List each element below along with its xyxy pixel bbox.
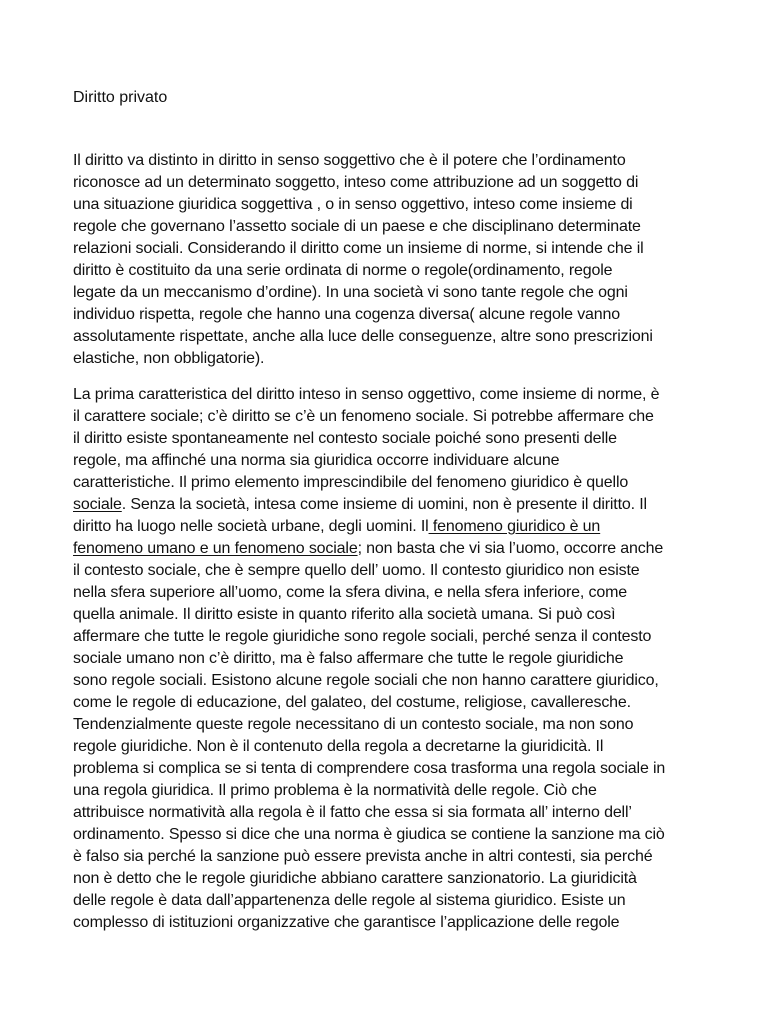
paragraph-2-line: attribuisce normatività alla regola è il fatto che essa si sia formata all’ interno dell’	[73, 804, 632, 821]
paragraph-2-line: regole, ma affinché una norma sia giuridica occorre individuare alcune	[73, 452, 560, 469]
paragraph-2-line: sono regole sociali. Esistono alcune regole sociali che non hanno carattere giuridico,	[73, 672, 659, 689]
paragraph-2-line: Tendenzialmente queste regole necessitano di un contesto sociale, ma non sono	[73, 716, 634, 733]
underlined-phrase: sociale	[73, 496, 122, 513]
paragraph-2	[73, 384, 713, 934]
paragraph-1-line: regole che governano l’assetto sociale di un paese e che disciplinano determinate	[73, 218, 641, 235]
paragraph-1-line: relazioni sociali. Considerando il diritto come un insieme di norme, si intende che il	[73, 240, 644, 257]
paragraph-2-line: affermare che tutte le regole giuridiche sono regole sociali, perché senza il contesto	[73, 628, 652, 645]
paragraph-2-line: il carattere sociale; c’è diritto se c’è un fenomeno sociale. Si potrebbe affermare che	[73, 408, 654, 425]
paragraph-2-line: La prima caratteristica del diritto inteso in senso oggettivo, come insieme di norme, è	[73, 386, 660, 403]
paragraph-2-line: ordinamento. Spesso si dice che una norma è giudica se contiene la sanzione ma ciò	[73, 826, 665, 843]
paragraph-2-line	[73, 494, 713, 516]
paragraph-2-line: regole giuridiche. Non è il contenuto della regola a decretarne la giuridicità. Il	[73, 738, 604, 755]
paragraph-2-line: delle regole è data dall’appartenenza delle regole al sistema giuridico. Esiste un	[73, 892, 626, 909]
paragraph-1-line: Il diritto va distinto in diritto in senso soggettivo che è il potere che l’ordinamento	[73, 152, 626, 169]
document-title: Diritto privato	[73, 89, 168, 106]
paragraph-2-line: non è detto che le regole giuridiche abbiano carattere sanzionatorio. La giuridicità	[73, 870, 637, 887]
paragraph-1-line: una situazione giuridica soggettiva , o in senso oggettivo, inteso come insieme di	[73, 196, 633, 213]
paragraph-1-line: individuo rispetta, regole che hanno una cogenza diversa( alcune regole vanno	[73, 306, 621, 323]
line-text: diritto ha luogo nelle società urbane, degli uomini. Il	[73, 518, 429, 535]
paragraph-1-line: riconosce ad un determinato soggetto, inteso come attribuzione ad un soggetto di	[73, 174, 639, 191]
line-text: ; non basta che vi sia l’uomo, occorre anche	[357, 540, 664, 557]
paragraph-1-line: elastiche, non obbligatorie).	[73, 350, 265, 367]
paragraph-1-line: legate da un meccanismo d’ordine). In una società vi sono tante regole che ogni	[73, 284, 628, 301]
underlined-phrase: fenomeno umano e un fenomeno sociale	[73, 540, 358, 557]
line-text: . Senza la società, intesa come insieme di uomini, non è presente il diritto. Il	[121, 496, 647, 513]
paragraph-2-line: nella sfera superiore all’uomo, come la sfera divina, e nella sfera inferiore, come	[73, 584, 628, 601]
paragraph-2-line: il diritto esiste spontaneamente nel contesto sociale poiché sono presenti delle	[73, 430, 617, 447]
paragraph-2-line: come le regole di educazione, del galateo, del costume, religiose, cavalleresche.	[73, 694, 631, 711]
underlined-phrase: fenomeno giuridico è un	[428, 518, 601, 535]
paragraph-2-line: quella animale. Il diritto esiste in quanto riferito alla società umana. Si può così	[73, 606, 616, 623]
paragraph-2-line: complesso di istituzioni organizzative che garantisce l’applicazione delle regole	[73, 914, 620, 931]
paragraph-2-line: caratteristiche. Il primo elemento imprescindibile del fenomeno giuridico è quello	[73, 474, 629, 491]
paragraph-2-line: sociale umano non c’è diritto, ma è falso affermare che tutte le regole giuridiche	[73, 650, 624, 667]
paragraph-1-line: diritto è costituito da una serie ordinata di norme o regole(ordinamento, regole	[73, 262, 613, 279]
paragraph-1-line: assolutamente rispettate, anche alla luce delle conseguenze, altre sono prescrizioni	[73, 328, 653, 345]
paragraph-2-line: il contesto sociale, che è sempre quello dell’ uomo. Il contesto giuridico non esiste	[73, 562, 640, 579]
paragraph-1	[73, 150, 713, 370]
paragraph-2-line	[73, 516, 713, 538]
paragraph-2-line	[73, 538, 713, 560]
paragraph-2-line: una regola giuridica. Il primo problema è la normatività delle regole. Ciò che	[73, 782, 597, 799]
paragraph-2-line: problema si complica se si tenta di comprendere cosa trasforma una regola sociale in	[73, 760, 666, 777]
paragraph-2-line: è falso sia perché la sanzione può essere prevista anche in altri contesti, sia perché	[73, 848, 653, 865]
